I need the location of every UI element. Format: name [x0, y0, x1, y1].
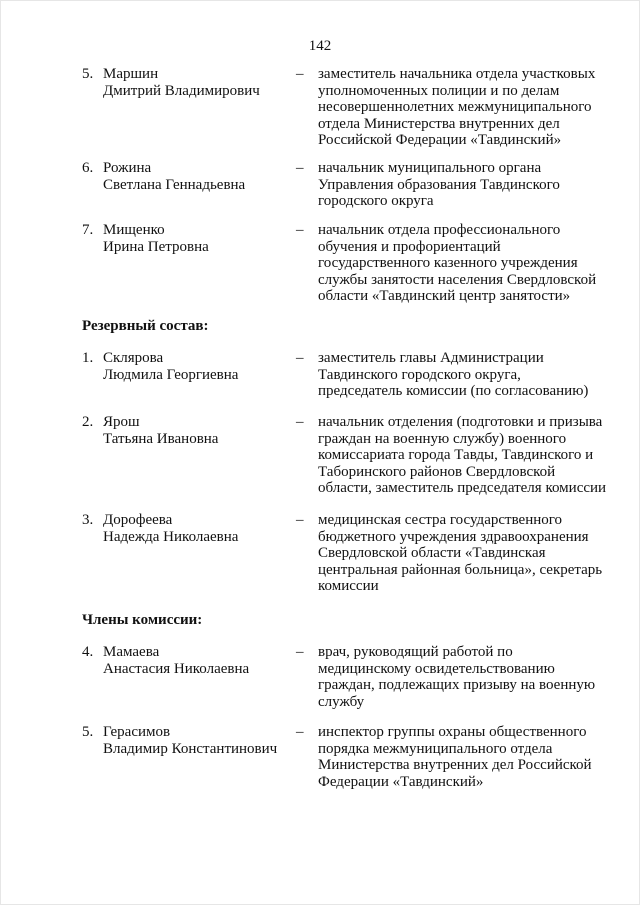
member-position	[318, 160, 612, 210]
position-line: центральная районная больница», секретарь	[318, 561, 603, 578]
member-given-names: Светлана Геннадьевна	[103, 176, 246, 193]
member-name	[103, 512, 288, 545]
member-surname: Рожина	[103, 160, 152, 176]
position-line: Федерации «Тавдинский»	[318, 773, 484, 790]
position-line: комиссии	[318, 578, 379, 594]
member-name	[103, 644, 288, 677]
position-line: граждан, подлежащих призыву на военную	[318, 677, 596, 693]
entry-number: 5.	[82, 66, 94, 82]
member-given-names: Надежда Николаевна	[103, 528, 239, 545]
position-line: начальник отделения (подготовки и призыва	[318, 414, 603, 430]
entry-dash: –	[296, 160, 304, 176]
section-heading-reserve: Резервный состав:	[82, 318, 209, 334]
position-line: медицинскому освидетельствованию	[318, 660, 555, 677]
entry-dash: –	[296, 724, 304, 740]
entry-number: 4.	[82, 644, 94, 660]
position-line: заместитель главы Администрации	[318, 350, 544, 366]
member-position	[318, 414, 612, 497]
entry-number: 2.	[82, 414, 94, 430]
member-surname: Мамаева	[103, 644, 160, 660]
entry-number: 3.	[82, 512, 94, 528]
member-name	[103, 350, 288, 383]
member-given-names: Ирина Петровна	[103, 238, 209, 255]
position-line: граждан на военную службу) военного	[318, 430, 567, 447]
member-name	[103, 66, 288, 99]
position-line: врач, руководящий работой по	[318, 644, 513, 660]
member-name	[103, 160, 288, 193]
entry-dash: –	[296, 222, 304, 238]
member-surname: Герасимов	[103, 724, 171, 740]
position-line: порядка межмуниципального отдела	[318, 740, 553, 757]
entry-number: 1.	[82, 350, 94, 366]
entry-dash: –	[296, 350, 304, 366]
entry-number: 5.	[82, 724, 94, 740]
member-given-names: Татьяна Ивановна	[103, 430, 219, 447]
position-line: службу	[318, 693, 365, 710]
entry-number: 7.	[82, 222, 94, 238]
member-surname: Маршин	[103, 66, 159, 82]
position-line: обучения и профориентаций	[318, 238, 501, 255]
position-line: Управления образования Тавдинского	[318, 176, 560, 193]
position-line: отдела Министерства внутренних дел	[318, 115, 560, 132]
position-line: инспектор группы охраны общественного	[318, 724, 587, 740]
entry-dash: –	[296, 644, 304, 660]
entry-dash: –	[296, 512, 304, 528]
position-line: области, заместитель председателя комиссии	[318, 480, 607, 496]
member-given-names: Дмитрий Владимирович	[103, 82, 260, 99]
position-line: бюджетного учреждения здравоохранения	[318, 528, 589, 545]
position-line: Тавдинского городского округа,	[318, 366, 521, 383]
section-heading-members: Члены комиссии:	[82, 612, 203, 628]
position-line: уполномоченных полиции и по делам	[318, 82, 560, 99]
position-line: председатель комиссии (по согласованию)	[318, 383, 589, 399]
member-given-names: Владимир Константинович	[103, 740, 278, 757]
member-given-names: Анастасия Николаевна	[103, 660, 250, 677]
position-line: государственного казенного учреждения	[318, 255, 578, 271]
position-line: начальник муниципального органа	[318, 160, 542, 176]
member-position	[318, 644, 612, 710]
position-line: медицинская сестра государственного	[318, 512, 563, 528]
member-position	[318, 222, 612, 305]
member-surname: Склярова	[103, 350, 164, 366]
member-position	[318, 66, 612, 149]
position-line: комиссариата города Тавды, Тавдинского и	[318, 447, 594, 463]
entry-number: 6.	[82, 160, 94, 176]
position-line: Российской Федерации «Тавдинский»	[318, 132, 562, 148]
position-line: Таборинского районов Свердловской	[318, 463, 556, 480]
position-line: службы занятости населения Свердловской	[318, 271, 597, 288]
position-line: заместитель начальника отдела участковых	[318, 66, 596, 82]
member-position	[318, 350, 612, 400]
member-surname: Дорофеева	[103, 512, 173, 528]
position-line: несовершеннолетних межмуниципального	[318, 99, 592, 115]
position-line: городского округа	[318, 193, 434, 209]
entry-dash: –	[296, 414, 304, 430]
position-line: Свердловской области «Тавдинская	[318, 545, 546, 561]
page-number: 142	[308, 38, 332, 54]
member-surname: Ярош	[103, 414, 140, 430]
member-position	[318, 512, 612, 595]
position-line: Министерства внутренних дел Российской	[318, 757, 592, 773]
member-name	[103, 724, 288, 757]
member-position	[318, 724, 612, 790]
member-name	[103, 414, 288, 447]
position-line: области «Тавдинский центр занятости»	[318, 288, 571, 304]
member-name	[103, 222, 288, 255]
position-line: начальник отдела профессионального	[318, 222, 561, 238]
member-given-names: Людмила Георгиевна	[103, 366, 239, 383]
member-surname: Мищенко	[103, 222, 165, 238]
entry-dash: –	[296, 66, 304, 82]
